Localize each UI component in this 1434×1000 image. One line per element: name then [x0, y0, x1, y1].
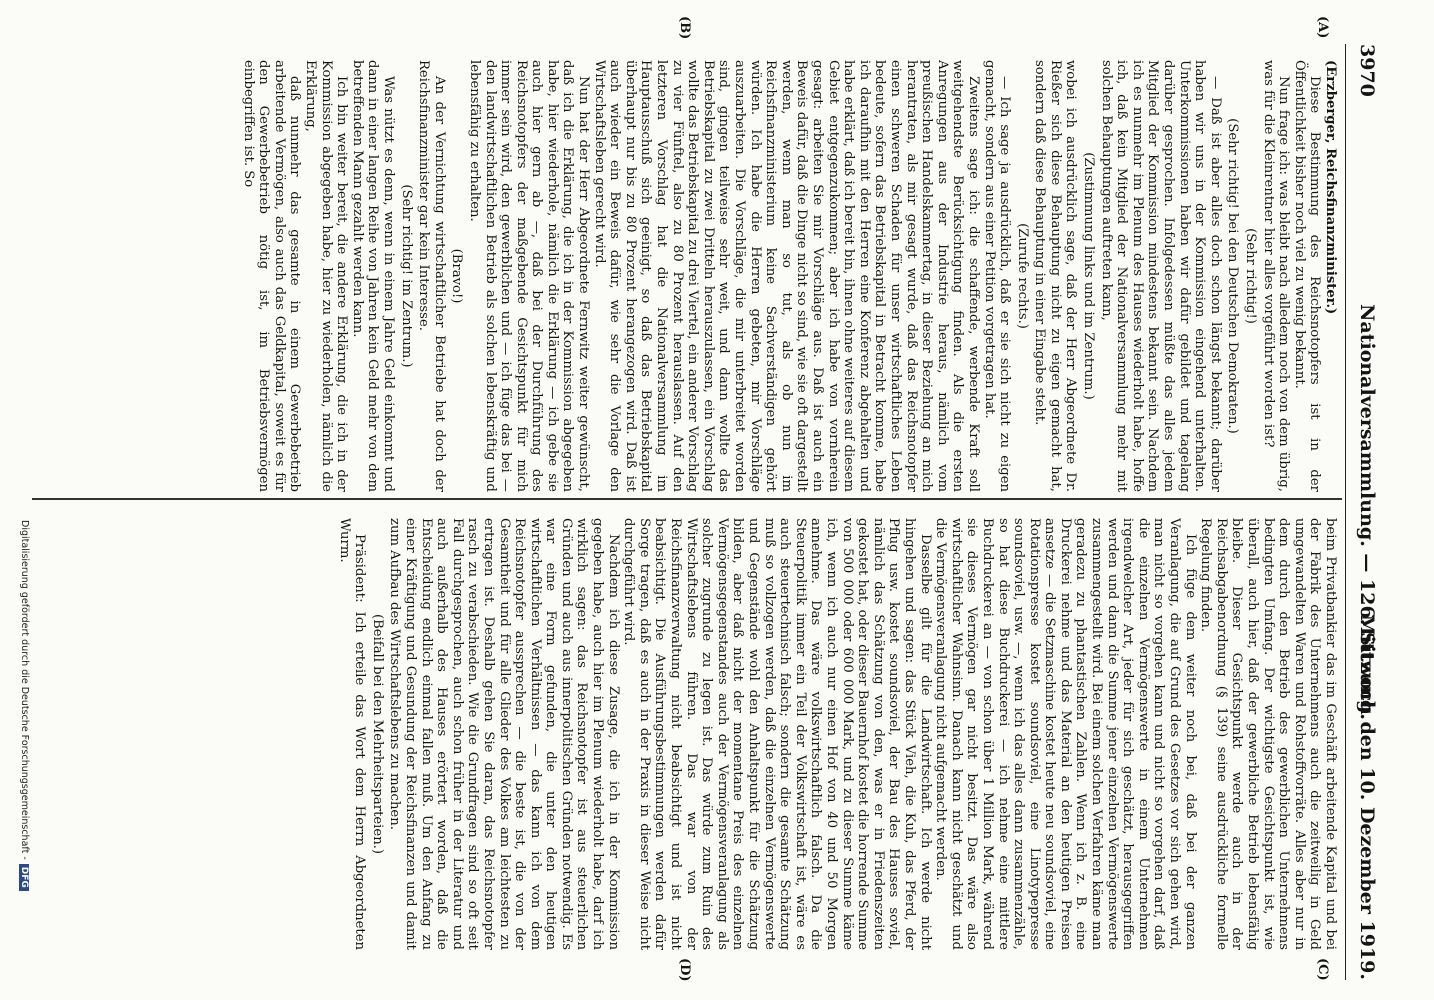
paragraph: Nun frage ich: was bleibt nach alledem noch von dem übrig, was für die Kleinrentner hier alles vorgeführt worden ist? [1260, 60, 1292, 492]
paragraph: — Daß ist aber alles doch schon längst bekannt; darüber haben wir uns in der Kommission eingehend unterhalten. Unterkommissionen haben wir dafür gebildet und tagelang darüber gesprochen. Infolgedessen müßte das alles jedem Mitglied der Kommission mindestens bekannt sein. Nachdem ich es nunmehr im Plenum des Hauses wiederholt habe, hoffe ich, daß kein Mitglied der Nationalversammlung mehr mit solchen Behauptungen auftreten kann, [1098, 60, 1223, 492]
paragraph: Was nützt es denn, wenn in einem Jahre Geld einkommt und dann in einer langen Reihe von Jahren kein Geld mehr von dem betreffenden Mann gezahlt werden kann. [349, 60, 396, 492]
paragraph: beim Privatbankier das im Geschäft arbeitende Kapital und bei der Fabrik des Unternehmens auch die zeitweilig in Geld umgewandelten Waren und Rohstoffvorräte. Alles aber nur in dem durch den Betrieb des gewerblichen Unternehmens bedingten Umfang. Der wichtigste Gesichtspunkt ist, wie überall, auch hier, daß der gewerbliche Betrieb lebensfähig bleibe. Dieser Gesichtspunkt werde auch in der Reichsabgabenordnung (§ 139) seine ausdrückliche formelle Regelung finden. [1198, 518, 1338, 950]
paragraph: Ich füge dem weiter noch bei, daß bei der ganzen Veranlagung, die auf Grund des Gesetzes vor sich gehen wird, man nicht so vorgehen kann und nicht so vorgehen darf, daß die einzelnen Vermögenswerte in einem Unternehmen irgendwelcher Art, jeder für sich geschätzt, herausgegriffen werden und dann die Summe jener einzelnen Vermögenswerte zusammengestellt wird. Bei einem solchen Verfahren käme man geradezu zu phantastischen Zahlen. Wenn ich z. B. eine Druckerei nehme und das Material an den heutigen Preisen ansetze — die Setzmaschine kostet heute neu soundsoviel, eine Rotationspresse kostet soundsoviel, eine Linotypepresse soundsoviel, usw. —, wenn ich das alles dann zusammenzähle, so hat diese Buchdruckerei — ich nehme eine mittlere Buchdruckerei an — von schon über 1 Million Mark, während sie dieses Vermögen gar nicht besitzt. Das wäre also wirtschaftlicher Wahnsinn. Danach kann nicht geschätzt und die Vermögensveranlagung nicht aufgemacht werden. [933, 518, 1198, 950]
column-divider [32, 498, 1342, 500]
interjection: (Sehr richtig!) [1243, 228, 1259, 324]
right-column [38, 518, 1338, 950]
left-column [38, 60, 1338, 492]
paragraph: — Ich sage ja ausdrücklich, daß er sie sich nicht zu eigen gemacht, sondern aus einer Petition vorgetragen hat. [981, 60, 1013, 492]
margin-mark-b: (B) [677, 16, 692, 40]
digitization-credit [19, 520, 30, 891]
paragraph: Dasselbe gilt für die Landwirtschaft. Ich werde nicht hingehen und sagen: das Stück Vieh, die Kuh, das Pferd, der Pflug usw. kostet soundsoviel, der Bau des Hauses soviel, nämlich das Schätzung von den, was er in Friedenszeiten gekostet hat, oder dieser Bauernhof kostet die horrende Summe von 500 000 oder 600 000 Mark, und zu dieser Summe käme ich, wenn ich auch nur einen Hof von 40 und 50 Morgen annehme. Das wäre volkswirtschaftlich falsch. Da die Steuerpolitik immer ein Teil der Volkswirtschaft ist, wäre es auch steuertechnisch falsch; sondern die gesamte Schätzung muß so vollzogen werden, daß die einzelnen Vermögenswerte und Gegenstände wohl den Anhaltspunkt für die Schätzung bilden, aber daß nicht der momentane Preis des einzelnen Vermögensgegenstandes auch der Vermögensveranlagung als solcher zugrunde zu legen ist. Das würde zum Ruin des Wirtschaftslebens führen. Das war von der Reichsfinanzverwaltung nicht beabsichtigt und ist nicht beabsichtigt. Die Ausführungsbestimmungen werden dafür Sorge tragen, daß es auch in der Praxis in dieser Weise nicht durchgeführt wird. [621, 518, 933, 950]
paragraph: Zweitens sage ich: die schaffende, werbende Kraft soll weitgehendste Berücksichtigung finden. Als die ersten Anregungen aus der Industrie heraus, nämlich vom preußischen Handelskammertag, in dieser Beziehung an mich herantraten, als mir gesagt wurde, daß das Reichsnotopfer einen schweren Schaden für unser wirtschaftliches Leben bedeute, sofern das Betriebskapital in Betracht komme, habe ich daraufhin mit den Herren eine Konferenz abgehalten und habe erklärt, daß ich bereit bin, ihnen ohne weiteres auf diesem Gebiet entgegenzukommen; aber ich habe von vornherein gesagt: arbeiten Sie mir Vorschläge aus. Daß ist auch ein Beweis dafür, daß die Dinge nicht so sind, wie sie oft dargestellt werden, wenn man so tut, als ob nun im Reichsfinanzministerium keine Sachverständigen gehört würden. Ich habe die Herren gebeten, mir Vorschläge auszuarbeiten. Die Vorschläge, die mir unterbreitet worden sind, gingen teilweise sehr weit, und dann wollte das Betriebskapital zu zwei Dritteln herauszulassen, ein Vorschlag wollte das Betriebskapital zu drei Viertel, ein anderer Vorschlag zu vier Fünftel, also zu 80 Prozent herauslassen. Auf den letzteren Vorschlag hat die Nationalversammlung im Hauptausschuß sich geeinigt, so daß das Betriebskapital überhaupt nur bis zu 80 Prozent herangezogen wird. Daß ist auch wieder ein Beweis dafür, wie sehr die Vorlage den Wirtschaftsleben gerecht wird. [591, 60, 981, 492]
interjection: (Zurufe rechts.) [1014, 223, 1030, 329]
margin-mark-a: (A) [1315, 16, 1330, 39]
paragraph: daß nunmehr das gesamte in einem Gewerbebetrieb arbeitende Vermögen, also auch das Geldkapital, soweit es für den Gewerbebetrieb nötig ist, im Betriebsvermögen einbegriffen ist. So [240, 60, 303, 492]
interjection: (Beifall bei den Mehrheitsparteien.) [369, 613, 385, 855]
dfg-logo: DFG [19, 864, 29, 891]
session-title: Nationalversammlung. — 126. Sitzung. [1356, 304, 1378, 720]
paragraph: Nachdem ich diese Zusage, die ich in der Kommission gegeben habe, auch hier im Plenum wiederholt habe, darf ich wirklich sagen: das Reichsnotopfer ist aus steuerlichen Gründen und auch aus innerpolitischen Gründen notwendig. Es war eine Form gefunden, die unter den heutigen wirtschaftlichen Verhältnissen — das kann ich von dem Reichsnotopfer aussprechen — die beste ist, die von der Gesamtheit und für alle Glieder des Volkes am leichtesten zu ertragen ist. Deshalb gehen Sie daran, das Reichsnotopfer rasch zu verabschieden. Wie die Grundfragen sind so oft seit Fall durchgesprochen, auch schon früher in der Literatur und auch außerhalb des Hauses erörtert worden, daß die Entscheidung endlich einmal fallen muß. Um den Anfang zu einer Kräftigung und Gesundung der Reichsfinanzen und damit zum Aufbau des Wirtschaftslebens zu machen. [387, 518, 621, 950]
interjection: (Zustimmung links und im Zentrum.) [1081, 152, 1097, 400]
margin-mark-d: (D) [677, 958, 692, 982]
interjection: (Bravo!) [449, 248, 465, 304]
session-date: Mittwoch den 10. Dezember 1919. [1356, 614, 1378, 980]
interjection: (Sehr richtig! bei den Deutschen Demokraten.) [1225, 118, 1241, 434]
page-header [1345, 44, 1386, 980]
margin-mark-c: (C) [1315, 958, 1330, 981]
interjection: (Sehr richtig! im Zentrum.) [398, 184, 414, 368]
paragraph: Ich bin weiter bereit, die andere Erklärung, die ich in der Kommission abgegeben habe, hier zu wiederholen, nämlich die Erklärung, [303, 60, 350, 492]
page-number: 3970 [1356, 44, 1378, 97]
paragraph: wobei ich ausdrücklich sage, daß der Herr Abgeordnete Dr. Rießer sich diese Behauptung nicht zu eigen gemacht hat, sondern daß diese Behauptung in einer Eingabe steht. [1032, 60, 1079, 492]
credit-text: Digitalisierung gefördert durch die Deutsche Forschungsgemeinschaft - [19, 520, 30, 860]
paragraph: Nun hat der Herr Abgeordnete Fernwitz weiter gewünscht, daß ich die Erklärung, die ich in der Kommission abgegeben habe, hier wiederhole, nämlich die Erklärung — ich gebe sie auch hier gern ab —, daß bei der Durchführung des Reichsnotopfers der maßgebende Gesichtspunkt für mich immer sein wird, den gewerblichen und — ich füge das bei — den landwirtschaftlichen Betrieb als solchen lebenskräftig und lebensfähig zu erhalten. [466, 60, 592, 492]
president-remark: Präsident: Ich erteile das Wort dem Herrn Abgeordneten Wurm. [336, 518, 368, 950]
speaker-label: (Erzberger, Reichsfinanzminister.) [1323, 60, 1338, 315]
paragraph: An der Vernichtung wirtschaftlicher Betriebe hat doch der Reichsfinanzminister gar kein Interesse. [416, 60, 447, 492]
paragraph: Diese Bestimmung des Reichsnotopfers ist in der Öffentlichkeit bisher noch viel zu wenig bekannt. [1291, 60, 1323, 492]
